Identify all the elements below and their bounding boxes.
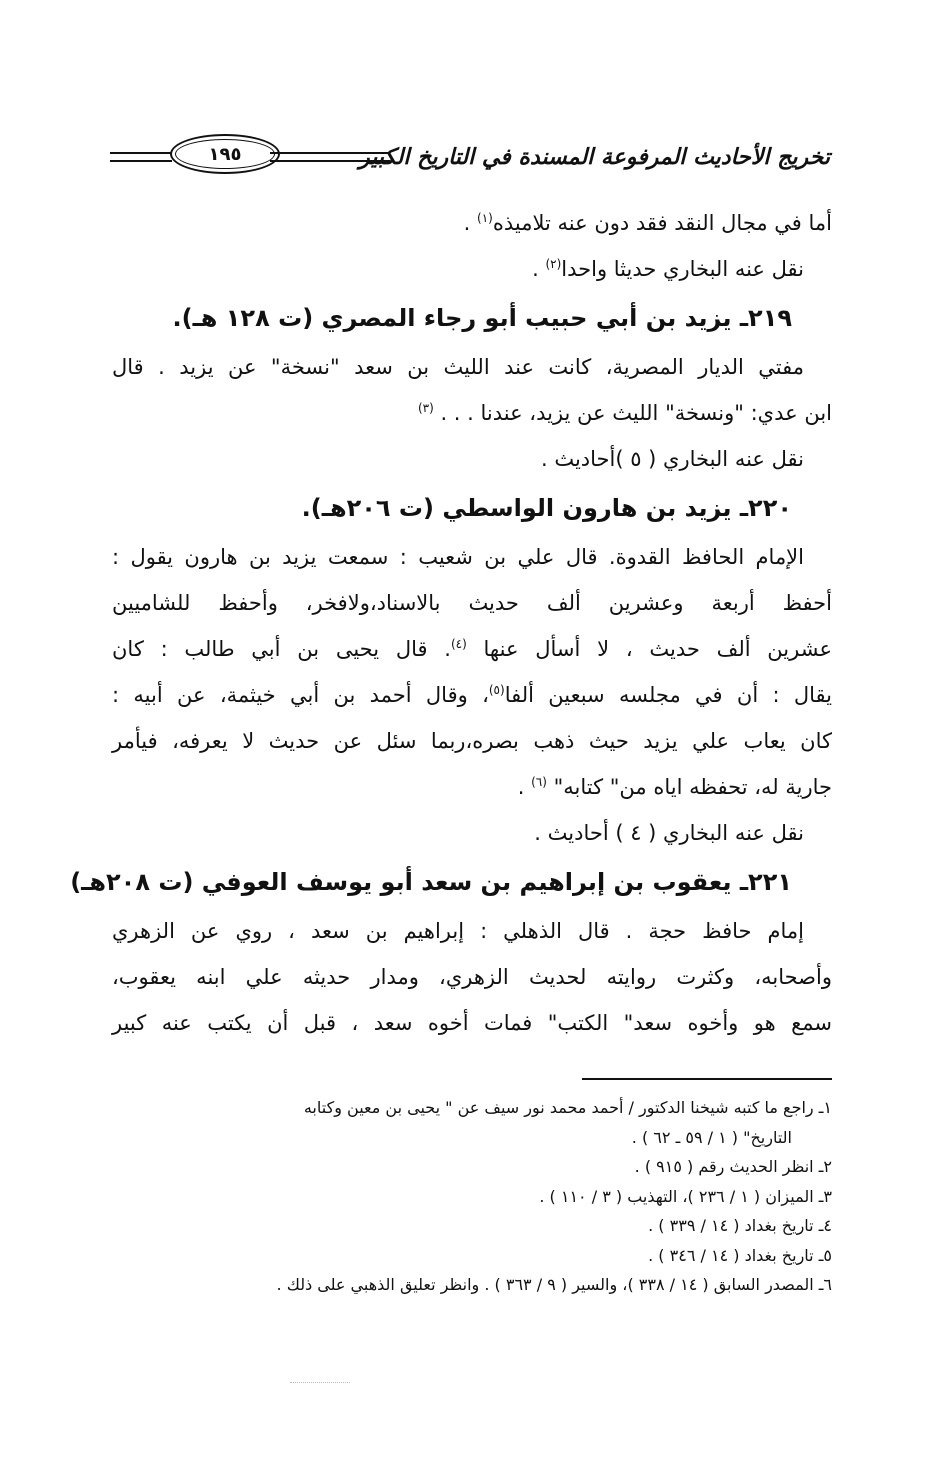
footnote-line bbox=[112, 1211, 832, 1241]
page-header bbox=[110, 132, 830, 182]
text-line-text: يقال : أن في مجلسه سبعين ألفا bbox=[504, 683, 832, 707]
text-line-text: . bbox=[517, 775, 532, 799]
text-line-text: عشرين ألف حديث ، لا أسأل عنها bbox=[466, 637, 832, 661]
text-line bbox=[112, 580, 832, 626]
text-line-text: سمع هو وأخوه سعد" الكتب" فمات أخوه سعد ، قبل أن يكتب عنه كبير bbox=[112, 1011, 832, 1035]
footnote-marker: (٣) bbox=[417, 401, 434, 415]
text-line-text: . bbox=[532, 257, 546, 281]
footnote-line-text: ٥ـ تاريخ بغداد ( ١٤ / ٣٤٦ ) . bbox=[648, 1245, 832, 1265]
footnote-line bbox=[112, 1182, 832, 1212]
text-line-text: الإمام الحافظ القدوة. قال علي بن شعيب : سمعت يزيد بن هارون يقول : bbox=[112, 545, 804, 569]
footnote-line-text: ٤ـ تاريخ بغداد ( ١٤ / ٣٣٩ ) . bbox=[648, 1216, 832, 1235]
text-line-text: مفتي الديار المصرية، كانت عند الليث بن سعد "نسخة" عن يزيد . قال bbox=[112, 355, 804, 379]
text-line-text: ٢٢٠ـ يزيد بن هارون الواسطي (ت ٢٠٦هـ). bbox=[301, 494, 792, 522]
footnote-line-text: التاريخ" ( ١ / ٥٩ ـ ٦٢ ) . bbox=[631, 1127, 792, 1147]
footnote-separator bbox=[582, 1078, 832, 1080]
header-rule bbox=[270, 152, 390, 162]
text-line-text: جارية له، تحفظه اياه من" كتابه" bbox=[546, 775, 832, 799]
footnote-line bbox=[112, 1152, 832, 1182]
text-line bbox=[112, 626, 832, 672]
text-line bbox=[112, 718, 832, 764]
text-line-text: . قال يحيى بن أبي طالب : كان bbox=[112, 637, 451, 661]
text-line-text: ابن عدي: "ونسخة" الليث عن يزيد، عندنا . . . bbox=[433, 401, 832, 425]
footnote-line bbox=[112, 1270, 832, 1300]
text-line bbox=[112, 672, 832, 718]
text-line bbox=[112, 954, 832, 1000]
footnote-marker: (٥) bbox=[488, 683, 505, 697]
text-line bbox=[112, 764, 832, 810]
text-line bbox=[112, 344, 832, 390]
text-line bbox=[112, 534, 832, 580]
footnote-line bbox=[112, 1123, 832, 1153]
footnote-marker: (٤) bbox=[450, 637, 467, 651]
footnote-marker: (٦) bbox=[531, 775, 547, 789]
text-line-text: . bbox=[463, 211, 478, 235]
page-number: ١٩٥ bbox=[175, 139, 275, 169]
text-line-text: ٢١٩ـ يزيد بن أبي حبيب أبو رجاء المصري (ت ١٢٨ هـ). bbox=[172, 304, 792, 332]
text-line bbox=[112, 810, 832, 856]
footnote-line-text: ٦ـ المصدر السابق ( ١٤ / ٣٣٨ )، والسير ( ٩ / ٣٦٣ ) . وانظر تعليق الذهبي على ذلك . bbox=[276, 1275, 832, 1294]
footnote-marker: (١) bbox=[477, 211, 493, 225]
text-line bbox=[112, 246, 832, 292]
header-rule bbox=[110, 152, 172, 162]
footnote-line-text: ١ـ راجع ما كتبه شيخنا الدكتور / أحمد محمد نور سيف عن " يحيى بن معين وكتابه bbox=[303, 1098, 832, 1117]
text-line-text: إمام حافظ حجة . قال الذهلي : إبراهيم بن سعد ، روي عن الزهري bbox=[112, 919, 804, 943]
text-line bbox=[112, 390, 832, 436]
biography-heading bbox=[112, 482, 832, 534]
text-line-text: أما في مجال النقد فقد دون عنه تلاميذه bbox=[492, 211, 832, 235]
biography-heading bbox=[112, 292, 832, 344]
text-line bbox=[112, 908, 832, 954]
text-line-text: ، وقال أحمد بن أبي خيثمة، عن أبيه : bbox=[112, 683, 489, 707]
page-number-badge bbox=[170, 134, 280, 174]
scan-artifact bbox=[290, 1382, 350, 1385]
text-line-text: وأصحابه، وكثرت روايته لحديث الزهري، ومدار حديثه علي ابنه يعقوب، bbox=[112, 965, 832, 989]
footnotes bbox=[112, 1093, 832, 1300]
biography-heading bbox=[70, 856, 832, 908]
text-line-text: أحفظ أربعة وعشرين ألف حديث بالاسناد،ولافخر، وأحفظ للشاميين bbox=[112, 591, 832, 615]
text-line bbox=[112, 200, 832, 246]
main-text bbox=[70, 200, 832, 1046]
footnote-line bbox=[112, 1093, 832, 1123]
text-line-text: نقل عنه البخاري ( ٤ ) أحاديث . bbox=[534, 821, 804, 845]
text-line bbox=[112, 436, 832, 482]
text-line-text: نقل عنه البخاري ( ٥ )أحاديث . bbox=[540, 447, 804, 471]
footnote-line bbox=[112, 1241, 832, 1271]
running-title: تخريج الأحاديث المرفوعة المسندة في التاريخ الكبير bbox=[359, 144, 830, 170]
footnote-line-text: ٢ـ انظر الحديث رقم ( ٩١٥ ) . bbox=[634, 1157, 832, 1176]
text-line-text: كان يعاب علي يزيد حيث ذهب بصره،ربما سئل عن حديث لا يعرفه، فيأمر bbox=[112, 729, 832, 753]
footnote-marker: (٢) bbox=[545, 257, 562, 271]
text-line-text: نقل عنه البخاري حديثا واحدا bbox=[561, 257, 804, 281]
text-line bbox=[112, 1000, 832, 1046]
footnote-line-text: ٣ـ الميزان ( ١ / ٢٣٦ )، التهذيب ( ٣ / ١١٠ ) . bbox=[539, 1186, 832, 1206]
text-line-text: ٢٢١ـ يعقوب بن إبراهيم بن سعد أبو يوسف العوفي (ت ٢٠٨هـ) bbox=[70, 868, 792, 896]
